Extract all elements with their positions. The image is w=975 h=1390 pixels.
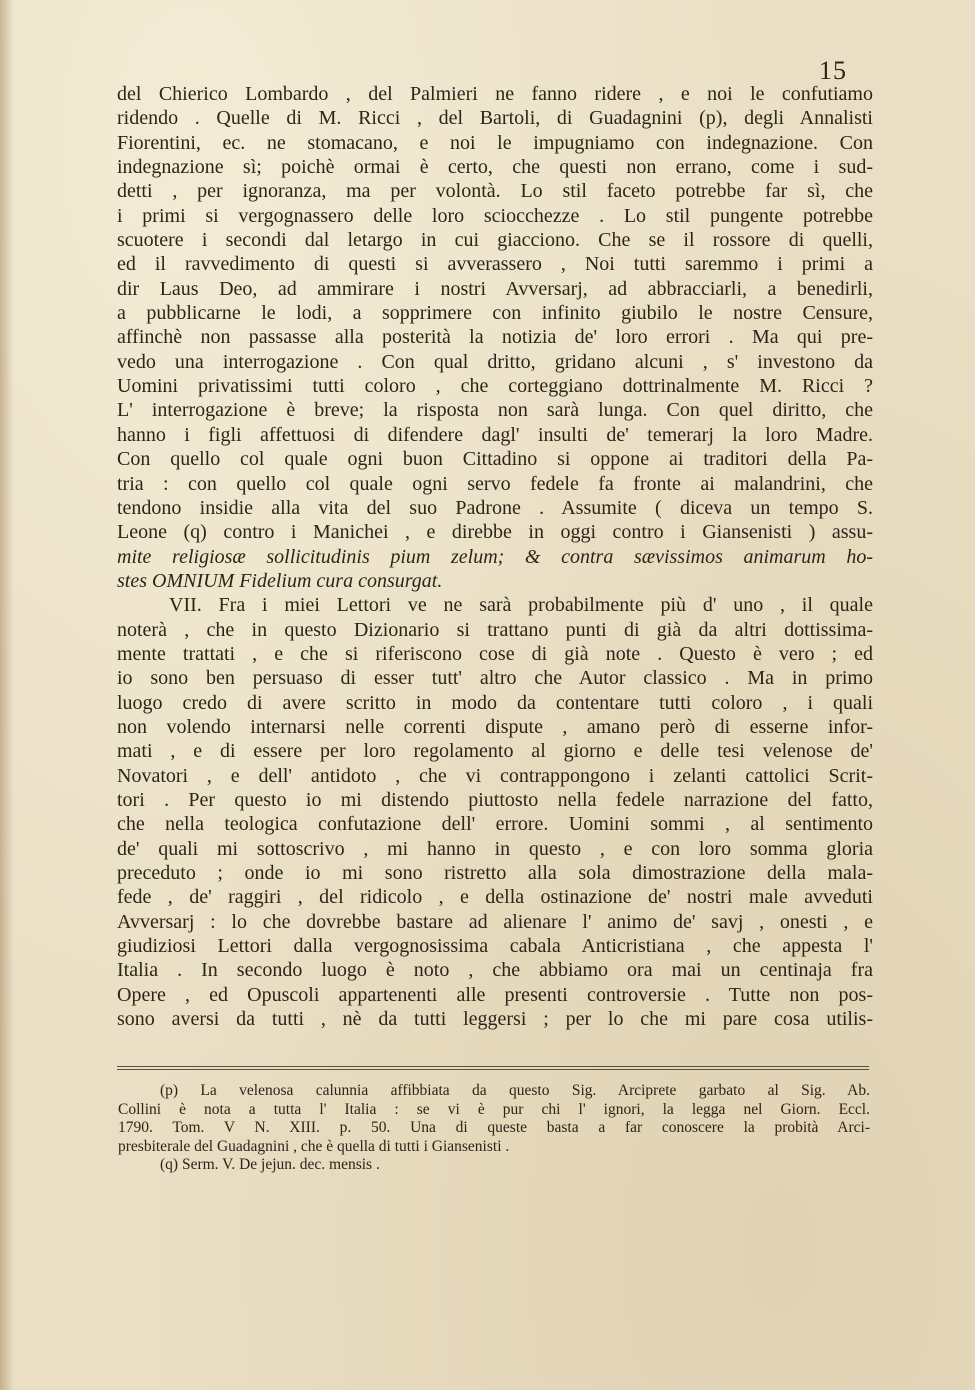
footnote-line: (p) La velenosa calunnia affibbiata da questo Sig. Arciprete garbato al Sig. Ab.	[160, 1082, 870, 1099]
body-line: tori . Per questo io mi distendo piuttosto nella fedele narrazione del fatto,	[117, 788, 873, 811]
body-line: i primi si vergognassero delle loro sciocchezze . Lo stil pungente potrebbe	[117, 204, 873, 227]
footnote-line: (q) Serm. V. De jejun. dec. mensis .	[160, 1156, 380, 1173]
body-line: Leone (q) contro i Manichei , e direbbe in oggi contro i Giansenisti ) assu-	[117, 521, 873, 544]
body-line: a pubblicarne le lodi, a sopprimere con infinito giubilo le nostre Censure,	[117, 302, 873, 325]
footnotes	[118, 1082, 870, 1175]
page-edge-shadow	[0, 0, 14, 1390]
body-line: Uomini privatissimi tutti coloro , che corteggiano dottrinalmente M. Ricci ?	[117, 375, 873, 398]
body-line: io sono ben persuaso di esser tutt' altro che Autor classico . Ma in primo	[117, 667, 873, 690]
body-line: Italia . In secondo luogo è noto , che abbiamo ora mai un centinaja fra	[117, 959, 873, 982]
body-line: L' interrogazione è breve; la risposta non sarà lunga. Con quel diritto, che	[117, 399, 873, 422]
body-line: mente trattati , e che si riferiscono cose di già note . Questo è vero ; ed	[117, 642, 873, 665]
body-line: hanno i figli affettuosi di difendere dagl' insulti de' temerarj la loro Madre.	[117, 423, 873, 446]
footnote-separator-rule	[117, 1066, 869, 1070]
body-line: detti , per ignoranza, ma per volontà. Lo stil faceto potrebbe far sì, che	[117, 180, 873, 203]
body-line: mati , e di essere per loro regolamento al giorno e delle tesi velenose de'	[117, 740, 873, 763]
body-line: Opere , ed Opuscoli appartenenti alle presenti controversie . Tutte non pos-	[117, 983, 873, 1006]
body-line: indegnazione sì; poichè ormai è certo, che questi non errano, come i sud-	[117, 156, 873, 179]
body-line: noterà , che in questo Dizionario si trattano punti di già da altri dottissima-	[117, 618, 873, 641]
footnote-line: presbiterale del Guadagnini , che è quella di tutti i Giansenisti .	[118, 1137, 510, 1155]
body-line: Novatori , e dell' antidoto , che vi contrappongono i zelanti cattolici Scrit-	[117, 764, 873, 787]
body-line: dir Laus Deo, ad ammirare i nostri Avversarj, ad abbracciarli, a benedirli,	[117, 277, 873, 300]
body-line: ed il ravvedimento di questi si avverassero , Noi tutti saremmo i primi a	[117, 253, 873, 276]
body-line: scuotere i secondi dal letargo in cui giacciono. Che se il rossore di quelli,	[117, 229, 873, 252]
body-line: tendono insidie alla vita del suo Padrone . Assumite ( diceva un tempo S.	[117, 496, 873, 519]
body-text	[117, 82, 873, 1031]
body-line: del Chierico Lombardo , del Palmieri ne fanno ridere , e noi le confutiamo	[117, 83, 873, 105]
section-heading-line: VII. Fra i miei Lettori ve ne sarà probabilmente più d' uno , il quale	[169, 594, 873, 617]
body-line: non volendo internarsi nelle correnti dispute , amano però di esserne infor-	[117, 715, 873, 738]
body-line: affinchè non passasse alla posterità la notizia de' loro errori . Ma qui pre-	[117, 326, 873, 349]
footnote-line: Collini è nota a tutta l' Italia : se vi è pur chi l' ignori, la legga nel Giorn. Eccl.	[118, 1100, 870, 1118]
body-line: vedo una interrogazione . Con qual dritto, gridano alcuni , s' investono da	[117, 350, 873, 373]
body-line: de' quali mi sottoscrivo , mi hanno in questo , e con loro somma gloria	[117, 837, 873, 860]
page-number: 15	[819, 56, 847, 85]
body-line: Avversarj : lo che dovrebbe bastare ad alienare l' animo de' savj , onesti , e	[117, 910, 873, 933]
body-line: che nella teologica confutazione dell' errore. Uomini sommi , al sentimento	[117, 813, 873, 836]
body-line: sono aversi da tutti , nè da tutti leggersi ; per lo che mi pare cosa utilis-	[117, 1008, 873, 1031]
body-line: Fiorentini, ec. ne stomacano, e noi le impugniamo con indegnazione. Con	[117, 131, 873, 154]
body-line-latin-quote: stes OMNIUM Fidelium cura consurgat.	[117, 569, 443, 592]
body-line: tria : con quello col quale ogni servo fedele fa fronte ai malandrini, che	[117, 472, 873, 495]
body-line: giudiziosi Lettori dalla vergognosissima cabala Anticristiana , che appesta l'	[117, 935, 873, 958]
body-line: preceduto ; onde io mi sono ristretto alla sola dimostrazione della mala-	[117, 862, 873, 884]
body-line: luogo credo di avere scritto in modo da contentare tutti coloro , i quali	[117, 691, 873, 714]
body-line: fede , de' raggiri , del ridicolo , e della ostinazione de' nostri male avveduti	[117, 886, 873, 909]
body-line: ridendo . Quelle di M. Ricci , del Bartoli, di Guadagnini (p), degli Annalisti	[117, 107, 873, 130]
body-line-latin-quote: mite religiosæ sollicitudinis pium zelum; & contra sævissimos animarum ho-	[117, 545, 873, 568]
body-line: Con quello col quale ogni buon Cittadino si oppone ai traditori della Pa-	[117, 448, 873, 471]
footnote-line: 1790. Tom. V N. XIII. p. 50. Una di queste basta a far conoscere la probità Arci-	[118, 1119, 870, 1136]
